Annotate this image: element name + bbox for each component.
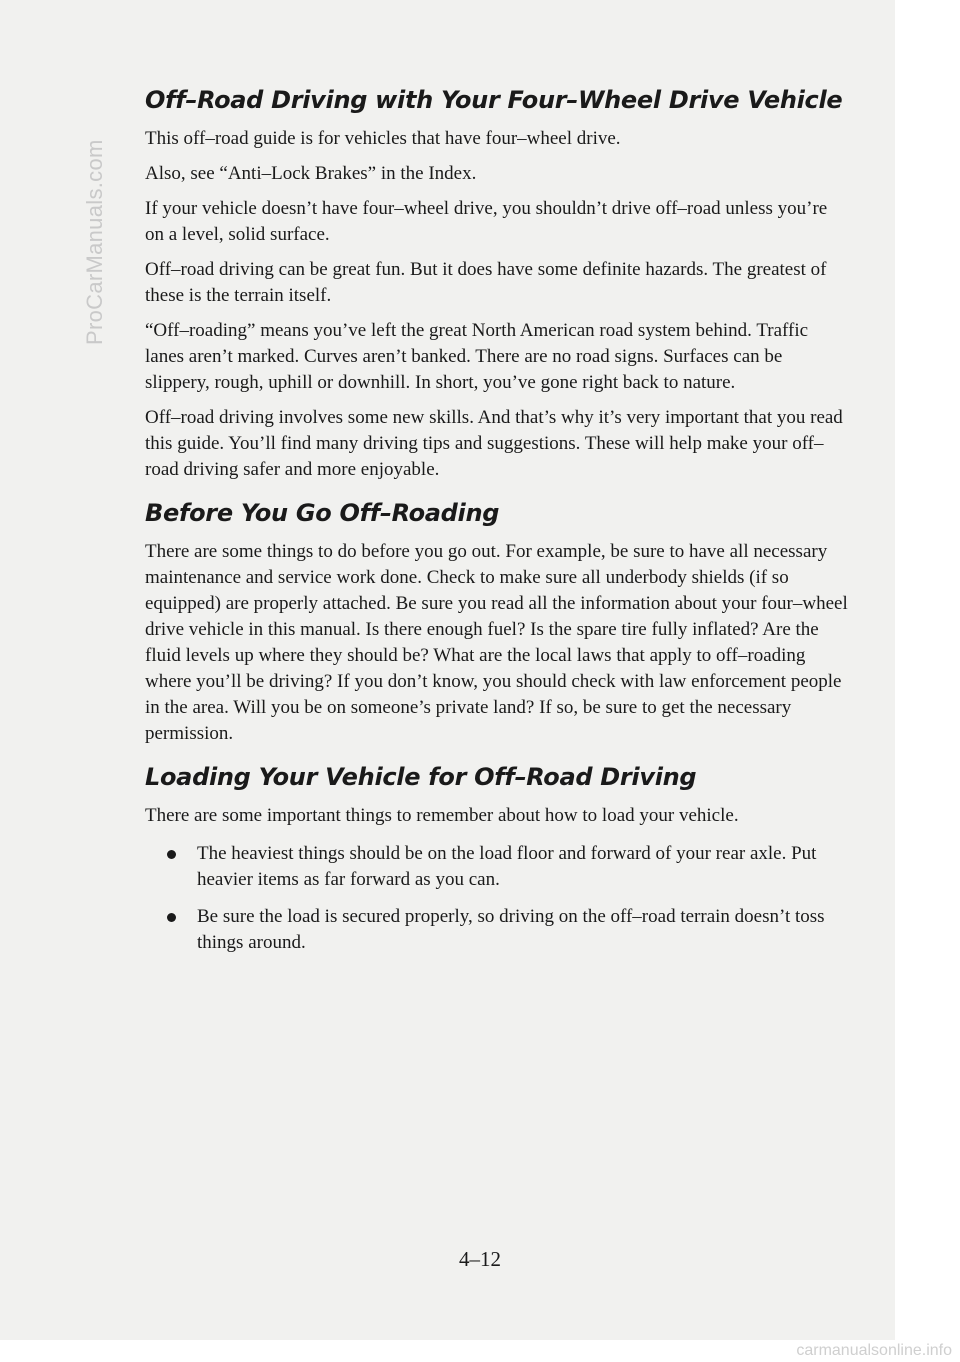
bullet-dot-icon (167, 913, 176, 922)
paragraph: Off–road driving can be great fun. But it does have some definite hazards. The greatest of these is the terrain itself. (145, 259, 827, 306)
section-off-road-driving (145, 82, 850, 483)
bottom-watermark: carmanualsonline.info (796, 1342, 952, 1359)
paragraph: This off–road guide is for vehicles that have four–wheel drive. (145, 128, 621, 149)
section-loading-vehicle (145, 761, 850, 956)
section-before-off-roading (145, 497, 850, 747)
list-item-text: The heaviest things should be on the load floor and forward of your rear axle. Put heavier items as far forward as you can. (197, 843, 817, 890)
section-heading: Off–Road Driving with Your Four–Wheel Drive Vehicle (145, 86, 843, 114)
paragraph: Off–road driving involves some new skills. And that’s why it’s very important that you read this guide. You’ll find many driving tips and suggestions. These will help make your off–road driving safer and more enjoyable. (145, 407, 843, 480)
list-item-text: Be sure the load is secured properly, so driving on the off–road terrain doesn’t toss things around. (197, 906, 825, 953)
paragraph: “Off–roading” means you’ve left the great North American road system behind. Traffic lanes aren’t marked. Curves aren’t banked. There are no road signs. Surfaces can be slippery, rough, uphill or downhill. In short, you’ve gone right back to nature. (145, 320, 809, 393)
page-content (145, 82, 850, 967)
page-number: 4–12 (459, 1247, 501, 1271)
side-watermark: ProCarManuals.com (82, 139, 107, 345)
section-heading: Before You Go Off–Roading (145, 499, 500, 527)
bullet-dot-icon (167, 850, 176, 859)
list-item (185, 841, 850, 893)
paragraph: There are some important things to remember about how to load your vehicle. (145, 805, 739, 826)
section-heading: Loading Your Vehicle for Off–Road Driving (145, 763, 697, 791)
paragraph: Also, see “Anti–Lock Brakes” in the Index. (145, 163, 477, 184)
paragraph: There are some things to do before you go out. For example, be sure to have all necessary maintenance and service work done. Check to make sure all underbody shields (if so equipped) are properly attached. Be sure you read all the information about your four–wheel drive vehicle in this manual. Is there enough fuel? Is the spare tire fully inflated? Are the fluid levels up where they should be? What are the local laws that apply to off–roading where you’ll be driving? If you don’t know, you should check with law enforcement people in the area. Will you be on someone’s private land? If so, be sure to get the necessary permission. (145, 541, 848, 744)
list-item (185, 904, 850, 956)
paragraph: If your vehicle doesn’t have four–wheel drive, you shouldn’t drive off–road unless you’re on a level, solid surface. (145, 198, 828, 245)
bullet-list (145, 841, 850, 956)
